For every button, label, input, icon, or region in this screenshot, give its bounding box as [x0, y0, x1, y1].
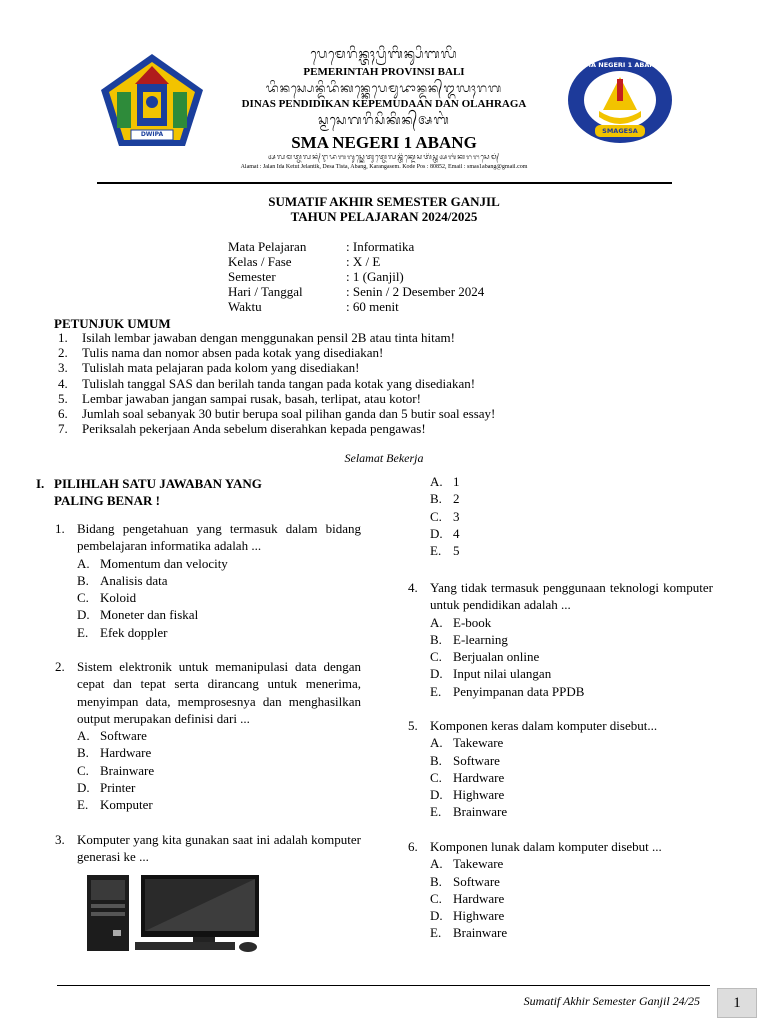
item-number: 6. [58, 406, 68, 422]
school-name: SMA NEGERI 1 ABANG [291, 133, 477, 152]
section-line-1: PILIHLAH SATU JAWABAN YANG [54, 476, 262, 491]
info-label: Hari / Tanggal [228, 284, 303, 299]
option-d: D. 4 [430, 525, 460, 541]
question-text: Komponen lunak dalam komputer disebut ... [430, 839, 662, 854]
info-row [228, 299, 484, 314]
page-number: 1 [717, 988, 757, 1018]
item-number: 4. [58, 375, 68, 391]
question-6 [408, 838, 713, 942]
question-text: Sistem elektronik untuk memanipulasi data dengan cepat dan tepat serta dirancang untuk menerima, menyimpan data, memprosesnya dan menghasilkan output merupakan definisi dari ... [77, 659, 361, 726]
item-number: 2. [58, 345, 68, 361]
question-1 [55, 520, 361, 641]
option-a: A. Takeware [430, 735, 504, 751]
option-a: A. Takeware [430, 856, 504, 872]
option-c: C. 3 [430, 508, 460, 524]
question-number: 2. [55, 659, 65, 674]
footer-text: Sumatif Akhir Semester Ganjil 24/25 [523, 994, 700, 1008]
item-number: 1. [58, 330, 68, 345]
question-5 [408, 717, 713, 821]
question-text: Komputer yang kita gunakan saat ini adalah komputer generasi ke ... [77, 832, 361, 865]
info-row [228, 254, 484, 269]
list-item [58, 330, 495, 345]
school-logo [565, 55, 675, 145]
option-d: D. Highware [430, 787, 505, 803]
list-item [58, 345, 495, 360]
option-b: B. Software [430, 752, 500, 768]
section-line-2: PALING BENAR ! [54, 493, 160, 508]
option-c: C. Hardware [430, 769, 505, 785]
question-number: 4. [408, 580, 418, 595]
section-number: I. [36, 476, 45, 491]
option-d: D. Input nilai ulangan [430, 666, 552, 682]
list-item [58, 421, 495, 436]
balinese-script-line-1: ᬧᬾᬫᬾᬭᬶᬦ᭄ᬢᬄᬧ᭄ᬭᬶᬩᬶᬦ᭄ᬲᬶᬩᬮᬶ [310, 47, 458, 62]
option-e: E. Penyimpanan data PPDB [430, 683, 585, 699]
question-number: 5. [408, 718, 418, 733]
logo-right-caption-top: SMA NEGERI 1 ABANG [579, 61, 661, 69]
question-number: 1. [55, 521, 65, 536]
header-rule [97, 182, 672, 184]
list-item [58, 391, 495, 406]
option-b: B. E-learning [430, 631, 508, 647]
exam-title: SUMATIF AKHIR SEMESTER GANJIL [268, 194, 500, 209]
question-3-options [408, 473, 718, 559]
balinese-script-line-3: ᬲ᭄ᬫᬲᬾᬕᬭᬶᬲᬶᬓᬶᬦ᭄ᬅᬩᬂ [318, 113, 450, 128]
option-e: E. Brainware [430, 925, 508, 941]
exam-info [228, 239, 484, 314]
info-label: Waktu [228, 299, 262, 314]
option-b: B. Analisis data [77, 572, 168, 588]
instructions-title: PETUNJUK UMUM [54, 316, 171, 331]
item-number: 3. [58, 360, 68, 376]
option-c: C. Brainware [77, 762, 155, 778]
option-b: B. Software [430, 873, 500, 889]
option-d: D. Highware [430, 908, 505, 924]
balinese-script-address: ᬅᬮᬫᬢ᭄ᬚᬮᬦ᭄ᬇᬤᬩᬕᬸᬲ᭄ᬓᬾᬢᬸᬢ᭄ᬚᬾᬮᬦ᭄ᬢᬶᬓ᭄ᬤᬾᬲᬢᬶᬲ᭄ᬢᬅᬩᬂᬓᬭᬗᬲᬾᬫ᭄ [268, 153, 500, 161]
academic-year: TAHUN PELAJARAN 2024/2025 [290, 209, 478, 224]
info-row [228, 284, 484, 299]
balinese-script-line-2: ᬤᬶᬦᬲ᭄ᬧᬾᬦ᭄ᬤᬶᬤᬶᬓᬦ᭄ᬓᬾᬧᬾᬫᬸᬤᬵᬦ᭄ᬤᬦ᭄ᬑᬮᬄᬭᬕ [265, 81, 503, 95]
info-value: : X / E [346, 254, 381, 269]
item-text: Periksalah pekerjaan Anda sebelum diserahkan kepada pengawas! [82, 421, 426, 437]
question-3 [55, 831, 361, 866]
option-a: A. E-book [430, 614, 492, 630]
info-row [228, 239, 484, 254]
question-text: Bidang pengetahuan yang termasuk dalam bidang pembelajaran informatika adalah ... [77, 521, 361, 554]
logo-right-caption-bottom: SMAGESA [602, 127, 638, 135]
question-number: 3. [55, 832, 65, 847]
option-a: A. Software [77, 728, 147, 744]
option-b: B. 2 [430, 491, 460, 507]
list-item [58, 376, 495, 391]
option-b: B. Hardware [77, 745, 152, 761]
section-heading [36, 475, 262, 509]
list-item [58, 406, 495, 421]
footer-rule [57, 985, 710, 986]
option-d: D. Moneter dan fiskal [77, 607, 199, 623]
item-text: Jumlah soal sebanyak 30 butir berupa soal pilihan ganda dan 5 butir soal essay! [82, 406, 496, 422]
list-item [58, 360, 495, 375]
item-text: Lembar jawaban jangan sampai rusak, basah, terlipat, atau kotor! [82, 390, 421, 406]
government-name: PEMERINTAH PROVINSI BALI [303, 66, 465, 78]
school-address: Alamat : Jalan Ida Ketut Jelantik, Desa Tista, Abang, Karangasem. Kode Pos : 80852, Email : smas1abang@gmail.com [240, 164, 528, 170]
question-4 [408, 579, 713, 700]
info-value: : Informatika [346, 239, 415, 254]
info-row [228, 269, 484, 284]
info-value: : 1 (Ganjil) [346, 269, 404, 284]
option-e: E. Brainware [430, 804, 508, 820]
logo-left-caption: DWIPA [140, 131, 164, 138]
bali-province-logo [97, 52, 207, 148]
option-e: E. 5 [430, 543, 460, 559]
item-text: Tulis nama dan nomor absen pada kotak yang disediakan! [82, 345, 384, 361]
option-c: C. Berjualan online [430, 649, 540, 665]
option-c: C. Koloid [77, 590, 137, 606]
department-name: DINAS PENDIDIKAN KEPEMUDAAN DAN OLAHRAGA [241, 98, 527, 110]
instructions-list [58, 330, 495, 436]
question-2 [55, 658, 361, 814]
item-text: Tulislah mata pelajaran pada kolom yang disediakan! [82, 360, 360, 376]
option-d: D. Printer [77, 780, 136, 796]
greeting: Selamat Bekerja [344, 451, 424, 465]
option-e: E. Efek doppler [77, 624, 168, 640]
question-text: Komponen keras dalam komputer disebut... [430, 718, 658, 733]
item-number: 5. [58, 390, 68, 406]
option-c: C. Hardware [430, 890, 505, 906]
info-label: Kelas / Fase [228, 254, 292, 269]
info-value: : Senin / 2 Desember 2024 [346, 284, 485, 299]
computer-illustration [83, 870, 263, 955]
option-a: A. Momentum dan velocity [77, 555, 228, 571]
info-label: Semester [228, 269, 276, 284]
option-e: E. Komputer [77, 797, 153, 813]
option-a: A. 1 [430, 474, 460, 489]
item-text: Isilah lembar jawaban dengan menggunakan pensil 2B atau tinta hitam! [82, 330, 455, 345]
question-text: Yang tidak termasuk penggunaan teknologi komputer untuk pendidikan adalah ... [430, 580, 713, 613]
item-number: 7. [58, 421, 68, 437]
info-label: Mata Pelajaran [228, 239, 307, 254]
info-value: : 60 menit [346, 299, 399, 314]
item-text: Tulislah tanggal SAS dan berilah tanda tangan pada kotak yang disediakan! [82, 375, 476, 391]
question-number: 6. [408, 839, 418, 854]
